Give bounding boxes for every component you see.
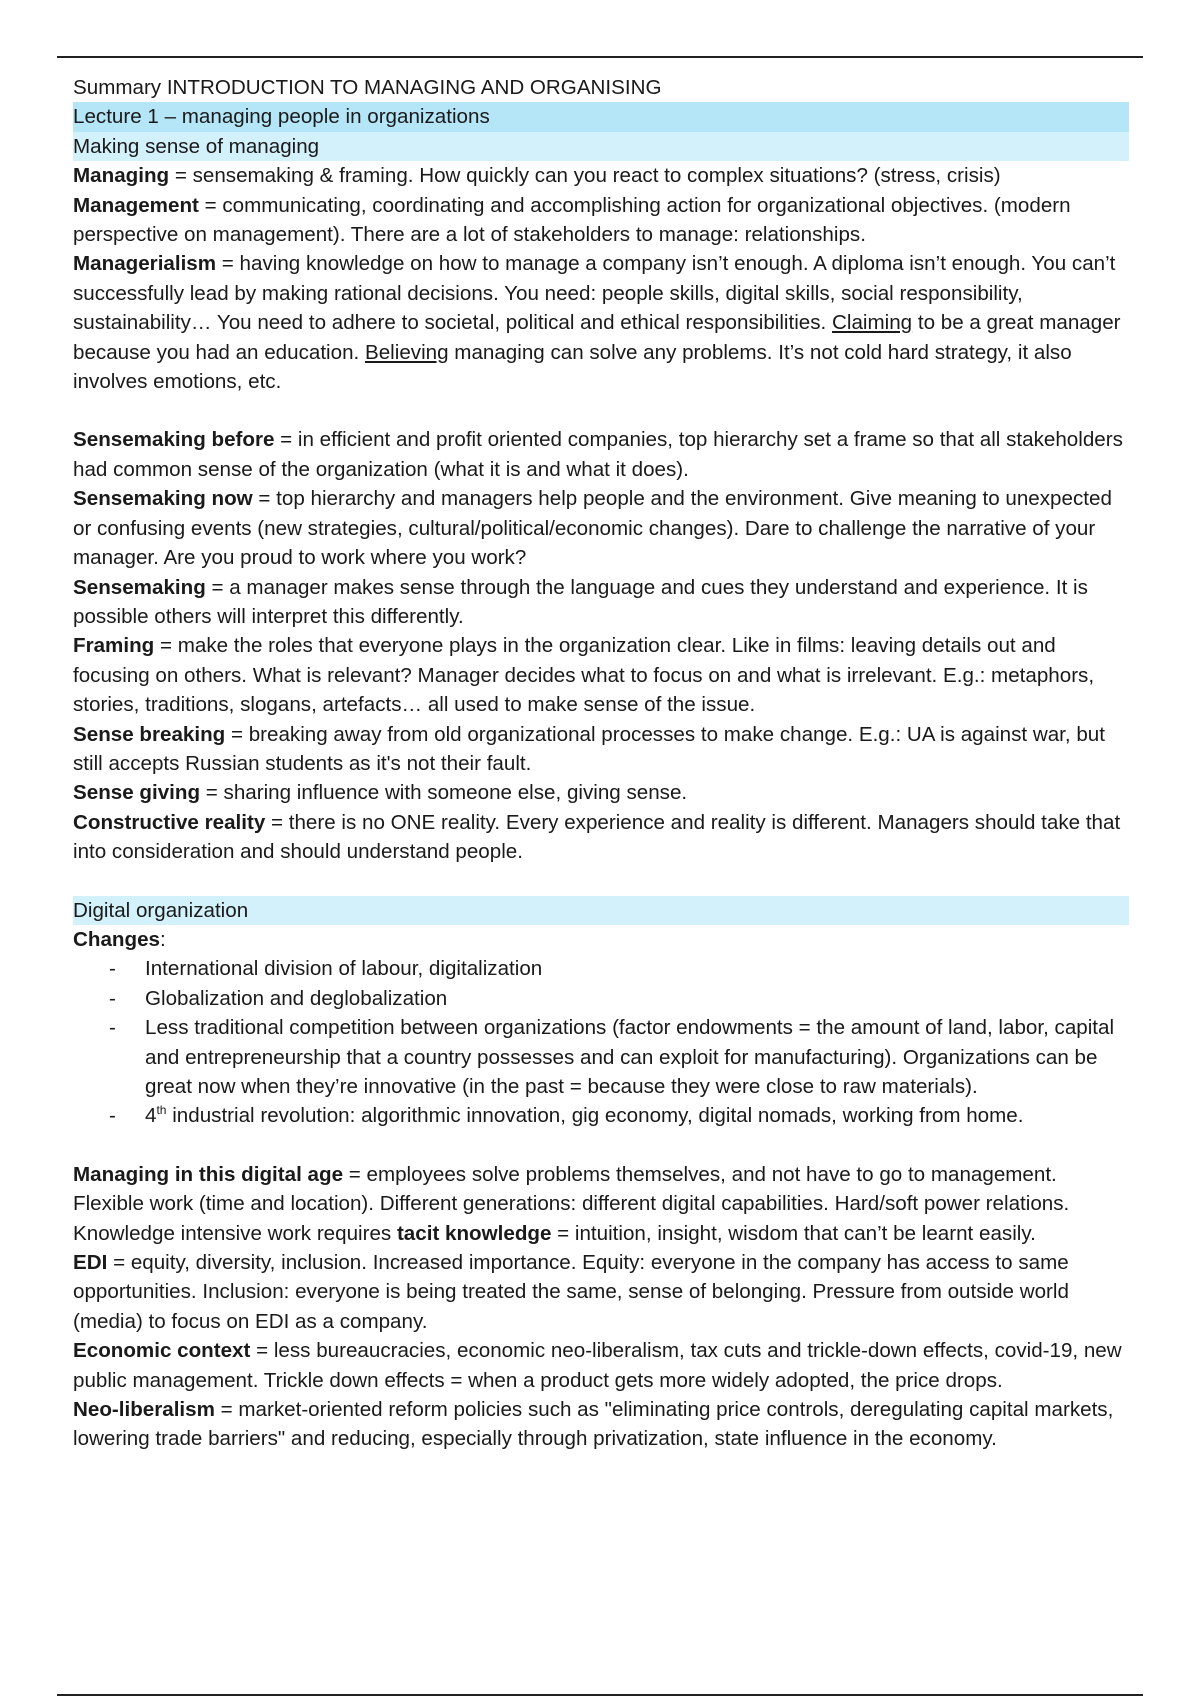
term: Sense breaking	[73, 722, 226, 746]
spacer	[73, 396, 1129, 425]
definition: = there is no ONE reality. Every experience and reality is different. Managers should take that into consideration and should understand people.	[73, 810, 1121, 864]
ordinal-number: 4	[145, 1104, 157, 1128]
definition: managing can solve any problems. It’s not cold hard strategy, it also involves emotions, etc.	[73, 340, 1072, 394]
top-rule	[57, 56, 1143, 58]
changes-heading	[73, 925, 1129, 954]
def-sensemaking-before	[73, 425, 1129, 484]
definition: = employees solve problems themselves, and not have to go to management. Flexible work (time and location). Different generations: different digital capabilities. Hard/soft power relations. Knowledge intensive work requires	[73, 1162, 1070, 1245]
underlined-word: Claiming	[832, 311, 913, 335]
def-economic-context	[73, 1336, 1129, 1395]
definition: = in efficient and profit oriented companies, top hierarchy set a frame so that all stakeholders had common sense of the organization (what it is and what it does).	[73, 428, 1123, 481]
def-constructive-reality	[73, 808, 1129, 867]
definition: = top hierarchy and managers help people and the environment. Give meaning to unexpected or confusing events (new strategies, cultural/political/economic changes). Dare to challenge the narrative of your manager. Are you proud to work where you work?	[73, 487, 1112, 570]
term: Sensemaking now	[73, 487, 253, 511]
lecture-heading: Lecture 1 – managing people in organizations	[73, 102, 1129, 131]
ordinal-suffix: th	[156, 1103, 167, 1118]
definition: = market-oriented reform policies such as "eliminating price controls, deregulating capital markets, lowering trade barriers" and reducing, especially through privatization, state influence in the economy.	[73, 1398, 1114, 1451]
term: Sense giving	[73, 781, 201, 805]
definition: to be a great manager because you had an education.	[73, 311, 1121, 364]
term: Managing in this digital age	[73, 1162, 344, 1186]
term: Economic context	[73, 1339, 251, 1363]
list-item: - International division of labour, digitalization	[73, 954, 1129, 983]
def-neo-liberalism	[73, 1395, 1129, 1454]
term: Sensemaking before	[73, 428, 275, 452]
def-managing	[73, 161, 1129, 190]
def-edi	[73, 1248, 1129, 1336]
definition: = sensemaking & framing. How quickly can you react to complex situations? (stress, crisis)	[169, 164, 1001, 188]
list-item: - Less traditional competition between organizations (factor endowments = the amount of land, labor, capital and entrepreneurship that a country possesses and can exploit for manufacturing). Organizations can be great now when they’re innovative (in the past = because they were close to raw materials).	[73, 1013, 1129, 1101]
definition: = intuition, insight, wisdom that can’t be learnt easily.	[551, 1221, 1036, 1245]
term: Management	[73, 193, 199, 217]
spacer	[73, 1131, 1129, 1160]
spacer	[73, 867, 1129, 896]
colon: :	[159, 927, 166, 951]
term: Constructive reality	[73, 810, 266, 834]
list-item: - Globalization and deglobalization	[73, 984, 1129, 1013]
term: Neo-liberalism	[73, 1398, 215, 1422]
term: Managerialism	[73, 252, 217, 276]
term: EDI	[73, 1251, 108, 1275]
def-sensemaking-now	[73, 484, 1129, 572]
document-title: Summary INTRODUCTION TO MANAGING AND ORGANISING	[73, 76, 662, 99]
definition: = less bureaucracies, economic neo-liberalism, tax cuts and trickle-down effects, covid-19, new public management. Trickle down effects = when a product gets more widely adopted, the price drops.	[73, 1339, 1122, 1392]
definition: = communicating, coordinating and accomplishing action for organizational objectives. (modern perspective on management). There are a lot of stakeholders to manage: relationships.	[73, 193, 1071, 247]
def-framing	[73, 631, 1129, 719]
term: Framing	[73, 634, 155, 658]
definition: = sharing influence with someone else, giving sense.	[200, 781, 688, 805]
bottom-rule	[57, 1694, 1143, 1696]
def-managerialism	[73, 249, 1129, 396]
definition: = equity, diversity, inclusion. Increased importance. Equity: everyone in the company has access to same opportunities. Inclusion: everyone is being treated the same, sense of belonging. Pressure from outside world (media) to focus on EDI as a company.	[73, 1251, 1069, 1333]
term: Sensemaking	[73, 575, 206, 599]
term: Managing	[73, 164, 170, 188]
definition: = a manager makes sense through the language and cues they understand and experience. It is possible others will interpret this differently.	[73, 575, 1088, 628]
changes-list	[73, 954, 1129, 1130]
definition: = make the roles that everyone plays in the organization clear. Like in films: leaving details out and focusing on others. What is relevant? Manager decides what to focus on and what is irrelevant. E.g.: metaphors, stories, traditions, slogans, artefacts… all used to make sense of the issue.	[73, 634, 1095, 717]
definition: = breaking away from old organizational processes to make change. E.g.: UA is against war, but still accepts Russian students as it's not their fault.	[73, 722, 1105, 775]
term: tacit knowledge	[396, 1221, 552, 1245]
def-sense-giving	[73, 778, 1129, 807]
def-sensemaking	[73, 573, 1129, 632]
definition: = having knowledge on how to manage a company isn’t enough. A diploma isn’t enough. You can’t successfully lead by making rational decisions. You need: people skills, digital skills, social responsibility, sustainability… You need to adhere to societal, political and ethical responsibilities.	[73, 252, 1116, 335]
def-sense-breaking	[73, 720, 1129, 779]
list-item	[73, 1101, 1129, 1130]
def-management	[73, 191, 1129, 250]
underlined-word: Believing	[364, 340, 449, 364]
def-digital-age	[73, 1160, 1129, 1248]
document-page	[73, 73, 1129, 1454]
term: Changes	[73, 927, 160, 951]
section-heading-digital: Digital organization	[73, 896, 1129, 925]
list-item-text: industrial revolution: algorithmic innovation, gig economy, digital nomads, working from home.	[166, 1104, 1024, 1128]
section-heading-sensemaking: Making sense of managing	[73, 132, 1129, 161]
